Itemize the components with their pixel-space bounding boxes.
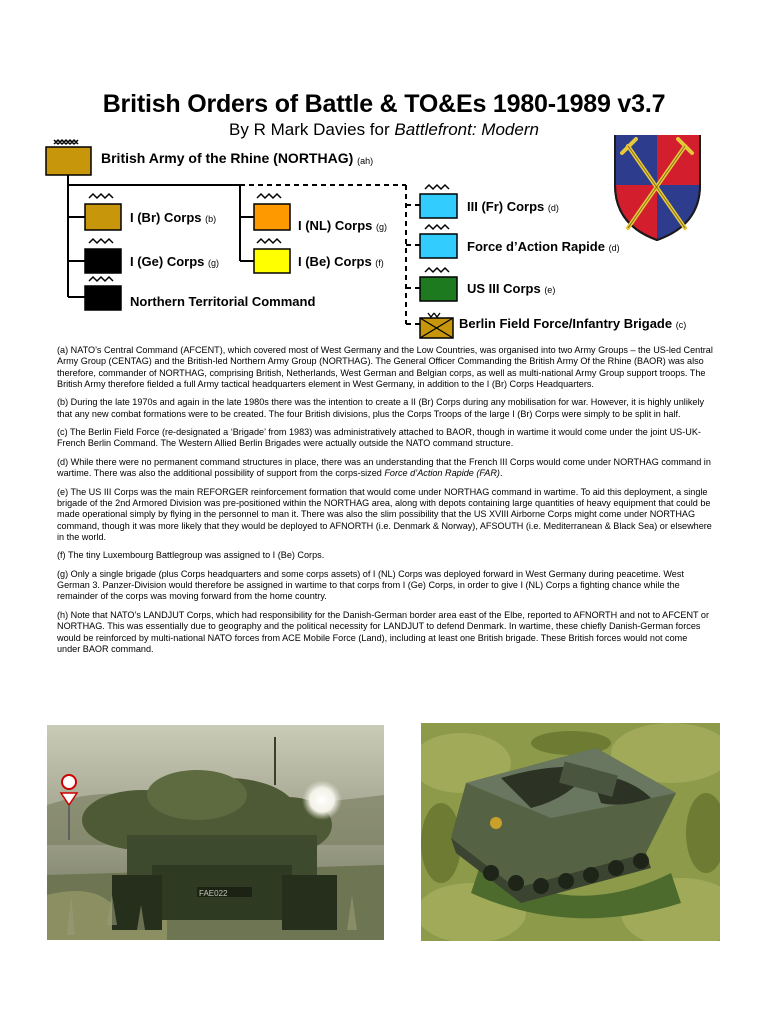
corps-echelon-icon bbox=[257, 194, 281, 198]
note-c: (c) The Berlin Field Force (re-designated a ‘Brigade’ from 1983) was administratively attached to BAOR, though in wartime it would come under the joint US-UK-French Berlin Command. The Western Allied Berlin Brigades were actually outside the NATO command structure. bbox=[57, 427, 701, 449]
unit-symbol-far bbox=[420, 234, 457, 258]
unit-br-corps bbox=[85, 194, 216, 230]
unit-symbol-baor bbox=[46, 147, 91, 175]
unit-label-be: I (Be) Corps (f) bbox=[298, 254, 384, 269]
note-a: (a) NATO’s Central Command (AFCENT), which covered most of West Germany and the Low Countries, was organised into two Army Groups – the US-led Central Army Group (CENTAG) and the British-led Northern Army Group (NORTHAG). The General Officer Commanding the British Army Of the Rhine (BAOR) was also therefore, commander of NORTHAG, comprising British, Netherlands, West German and Belgian corps, as well as multi-national Army Group support troops. The British Army therefore fielded a full Army tactical headquarters element in West Germany, in addition to the I (Br) Corps Headquarters. bbox=[57, 345, 713, 389]
tank-photo-image bbox=[47, 725, 384, 940]
tank-photo bbox=[47, 725, 384, 940]
corps-echelon-icon bbox=[425, 268, 449, 272]
army-echelon-icon bbox=[54, 140, 78, 144]
note-d-text: (d) While there were no permanent command structures in place, there was an understanding that the French III Corps would come under NORTHAG command in wartime. There was also the additional possibility of support from the corps-sized bbox=[57, 456, 711, 479]
note-d-italic: Force d’Action Rapide (FAR) bbox=[384, 468, 500, 479]
unit-ntc bbox=[85, 277, 315, 310]
unit-symbol-ge bbox=[85, 249, 121, 273]
unit-label-us: US III Corps (e) bbox=[467, 281, 556, 296]
corps-echelon-icon bbox=[89, 277, 113, 281]
unit-symbol-nl bbox=[254, 204, 290, 230]
unit-label-br: I (Br) Corps (b) bbox=[130, 210, 217, 225]
footnotes bbox=[57, 345, 713, 662]
unit-us-corps bbox=[420, 268, 555, 301]
unit-symbol-br bbox=[85, 204, 121, 230]
apc-model-photo-image bbox=[421, 723, 720, 941]
note-f: (f) The tiny Luxembourg Battlegroup was assigned to I (Be) Corps. bbox=[57, 550, 325, 561]
org-chart bbox=[0, 135, 768, 340]
unit-label-nl: I (NL) Corps (g) bbox=[298, 218, 388, 233]
subtitle-game: Battlefront: Modern bbox=[394, 120, 539, 139]
unit-fr-corps bbox=[420, 185, 559, 218]
corps-echelon-icon bbox=[89, 239, 113, 243]
note-h: (h) Note that NATO’s LANDJUT Corps, which had responsibility for the Danish-German border area east of the Elbe, reported to AFNORTH and not to AFCENT or NORTHAG. This was essentially due to geography and the political necessity for LANDJUT to defend Denmark. In wartime, these chiefly Danish-German forces would be reinforced by multi-national NATO forces from ACE Mobile Force (Land), including at least one British brigade. These British forces would not come under BAOR command. bbox=[57, 609, 710, 654]
unit-label-ntc: Northern Territorial Command bbox=[130, 294, 316, 309]
unit-be-corps bbox=[254, 239, 384, 273]
subtitle-author: By R Mark Davies for bbox=[229, 120, 395, 139]
corps-echelon-icon bbox=[257, 239, 281, 243]
apc-model-photo bbox=[421, 723, 720, 941]
note-b: (b) During the late 1970s and again in the late 1980s there was the intention to create a II (Br) Corps during any mobilisation for war. However, it is highly unlikely that any new combat formations were to be created. The four British divisions, plus the Corps Troops of the large I (Br) Corps were simply to be split in half. bbox=[57, 397, 705, 419]
note-d-end: . bbox=[499, 468, 503, 479]
unit-symbol-us bbox=[420, 277, 457, 301]
unit-label-fr: III (Fr) Corps (d) bbox=[467, 199, 559, 214]
unit-berlin bbox=[420, 313, 686, 338]
unit-far bbox=[420, 225, 620, 258]
brigade-echelon-icon bbox=[428, 313, 440, 317]
unit-label-berlin: Berlin Field Force/Infantry Brigade (c) bbox=[459, 316, 687, 331]
corps-echelon-icon bbox=[425, 225, 449, 229]
unit-ge-corps bbox=[85, 239, 219, 273]
unit-label-baor: British Army of the Rhine (NORTHAG) (ah) bbox=[101, 150, 374, 166]
unit-label-ge: I (Ge) Corps (g) bbox=[130, 254, 220, 269]
page-title: British Orders of Battle & TO&Es 1980-1989 v3.7 bbox=[102, 90, 666, 118]
unit-label-far: Force d’Action Rapide (d) bbox=[467, 239, 620, 254]
unit-symbol-fr bbox=[420, 194, 457, 218]
chart-connectors bbox=[68, 175, 254, 297]
unit-nl-corps bbox=[254, 194, 387, 233]
note-g: (g) Only a single brigade (plus Corps headquarters and some corps assets) of I (NL) Corps was deployed forward in West Germany during peacetime. West German 3. Panzer-Division would therefore be assigned in wartime to that corps from I (Ge) Corps, in order to give I (NL) Corps a fighting chance while the remainder of the corps was moving forward from the home country. bbox=[57, 568, 684, 602]
unit-baor bbox=[46, 140, 373, 175]
corps-echelon-icon bbox=[89, 194, 113, 198]
baor-crest-icon bbox=[615, 135, 700, 240]
unit-symbol-be bbox=[254, 249, 290, 273]
note-d bbox=[57, 457, 713, 480]
tank-hull-marking: FAE022 bbox=[199, 889, 228, 898]
corps-echelon-icon bbox=[425, 185, 449, 189]
note-e: (e) The US III Corps was the main REFORGER reinforcement formation that would come under NORTHAG command in wartime. To aid this deployment, a single brigade of the 2nd Armored Division was pre-positioned within the NORTHAG area, along with depots containing large quantities of heavy equipment that could be made operational simply by flying in the personnel to man it. There was also the slim possibility that the US XVIII Airborne Corps might come under NORTHAG command, though it was more likely that they would be deployed to AFNORTH (i.e. Denmark & Norway), AFSOUTH (i.e. Mediterranean & Black Sea) or elsewhere in the world. bbox=[57, 486, 712, 542]
unit-symbol-ntc bbox=[85, 286, 121, 310]
